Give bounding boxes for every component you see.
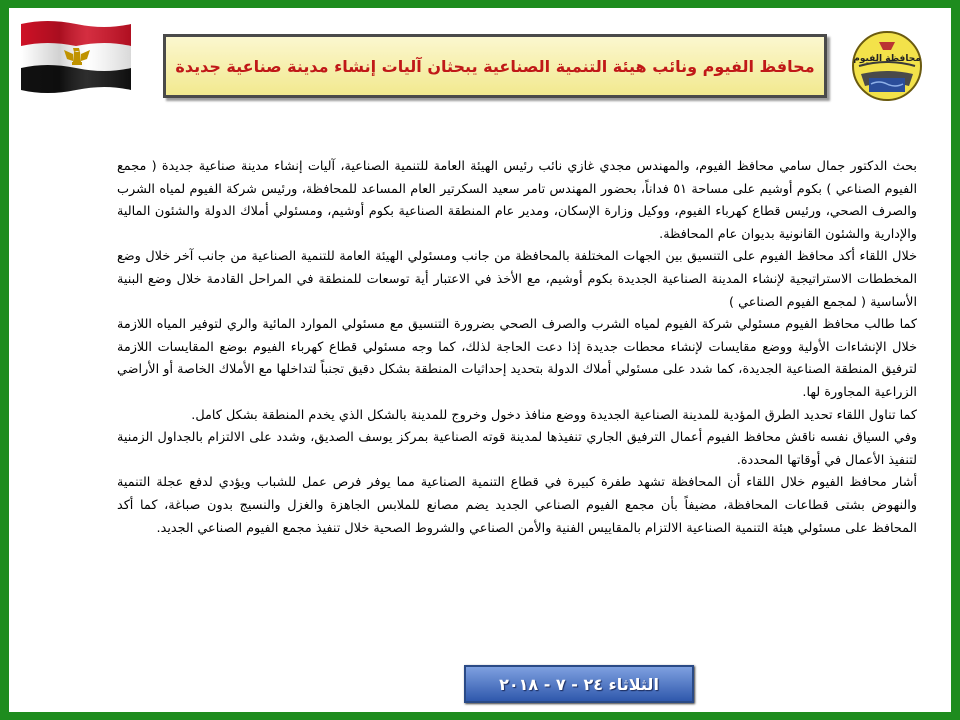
- egypt-flag-icon: [17, 16, 135, 94]
- article-paragraph: وفي السياق نفسه ناقش محافظ الفيوم أعمال الترفيق الجاري تنفيذها لمدينة قوته الصناعية بمركز يوسف الصديق، وشدد على الالتزام بالجداول الزمنية لتنفيذ الأعمال في أوقاتها المحددة.: [117, 430, 917, 468]
- page: [9, 8, 951, 712]
- date-label: الثلاثاء ٢٤ - ٧ - ٢٠١٨: [499, 674, 659, 694]
- headline-box: [163, 34, 827, 98]
- article-body: [117, 156, 917, 540]
- headline: محافظ الفيوم ونائب هيئة التنمية الصناعية يبحثان آليات إنشاء مدينة صناعية جديدة: [175, 56, 815, 76]
- article-paragraph: خلال اللقاء أكد محافظ الفيوم على التنسيق بين الجهات المختلفة بالمحافظة من جانب ومسئولي الهيئة العامة للتنمية الصناعية من جانب آخر خلال وضع المخططات الاستراتيجية لإنشاء المدينة الصناعية الجديدة بكوم أوشيم، مع الأخذ في الاعتبار أية توسعات للمنطقة في المراحل القادمة خلال وضع البنية الأساسية ( لمجمع الفيوم الصناعي ): [117, 249, 917, 310]
- article-paragraph: أشار محافظ الفيوم خلال اللقاء أن المحافظة تشهد طفرة كبيرة في قطاع التنمية الصناعية مما يوفر فرص عمل للشباب ويؤدي لدفع عجلة التنمية والنهوض بشتى قطاعات المحافظة، مضيفاً بأن مجمع الفيوم الصناعي الجديد يضم مصانع للملابس الجاهزة والغزل والنسيج بدون صباغة، كما أكد المحافظ على مسئولي هيئة التنمية الصناعية الالتزام بالمقاييس الفنية والأمن الصناعي والشروط الصحية خلال تنفيذ مجمع الفيوم الصناعي الجديد.: [117, 475, 917, 536]
- logo-text: محافظة الفيوم: [853, 54, 921, 64]
- article-paragraph: كما طالب محافظ الفيوم مسئولي شركة الفيوم لمياه الشرب والصرف الصحي بضرورة التنسيق مع مسئولي الموارد المائية والري لتوفير المياه اللازمة خلال الإنشاءات الأولية ووضع مقايسات لإنشاء محطات جديدة إذا دعت الحاجة لذلك، كما وجه مسئولي قطاع كهرباء الفيوم بوضع المقايسات اللازمة لترفيق المنطقة الصناعية الجديدة، كما شدد على مسئولي أملاك الدولة بتحديد إحداثيات المنطقة بشكل دقيق تجنباً لتداخلها مع الأملاك الخاصة أو الأراضي الزراعية المجاورة لها.: [117, 317, 917, 400]
- fayoum-governorate-logo-icon: [849, 28, 925, 104]
- date-box: [464, 665, 694, 703]
- article-paragraph: كما تناول اللقاء تحديد الطرق المؤدية للمدينة الصناعية الجديدة ووضع منافذ دخول وخروج للمدينة بالشكل الذي يخدم المنطقة بشكل كامل.: [191, 407, 917, 423]
- article-paragraph: بحث الدكتور جمال سامي محافظ الفيوم، والمهندس مجدي غازي نائب رئيس الهيئة العامة للتنمية الصناعية، آليات إنشاء مدينة صناعية جديدة ( مجمع الفيوم الصناعي ) بكوم أوشيم على مساحة ٥١ فداناً، بحضور المهندس تامر سعيد السكرتير العام المساعد للمحافظة، ورئيس شركة الفيوم لمياه الشرب والصرف الصحي، ورئيس قطاع كهرباء الفيوم، ووكيل وزارة الإسكان، ومدير عام المنطقة الصناعية بكوم أوشيم، ومسئولي أملاك الدولة والشئون المالية والإدارية والشئون القانونية بديوان عام المحافظة.: [117, 159, 918, 242]
